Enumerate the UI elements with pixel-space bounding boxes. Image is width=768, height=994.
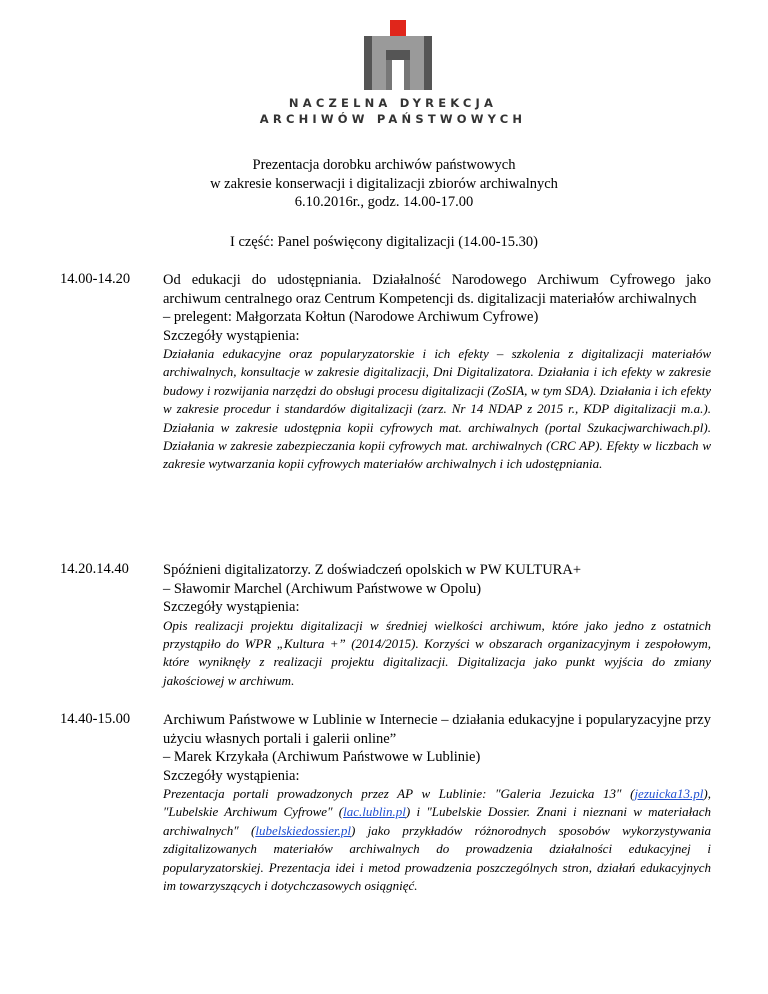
details-label: Szczegóły wystąpienia: <box>163 327 300 344</box>
org-line-1: NACZELNA DYREKCJA <box>288 96 498 110</box>
session-description <box>163 785 711 895</box>
desc-text: Prezentacja portali prowadzonych przez AP w Lublinie: ″Galeria Jezuicka 13″ ( <box>163 786 635 801</box>
title-line-3: 6.10.2016r., godz. 14.00-17.00 <box>294 194 474 210</box>
logo-red-square <box>390 20 406 36</box>
desc-text: ) jako przykładów różnorodnych sposobów wykorzystywania zdigitalizowanych materiałów archiwalnych do prowadzenia działalności edukacyjnej i popularyzatorskiej. Prezentacja idei i metod prowadzenia poszczególnych stron, działań edukacyjnych im towarzyszących i dotychczasowych osiągnięć. <box>163 822 711 894</box>
details-label: Szczegóły wystąpienia: <box>163 599 300 615</box>
session-time: 14.00-14.20 <box>60 271 131 287</box>
session-title: Spóźnieni digitalizatorzy. Z doświadczeń opolskich w PW KULTURA+ <box>163 562 582 578</box>
document-title <box>0 156 768 212</box>
ndap-logo <box>364 20 432 90</box>
part-title: I część: Panel poświęcony digitalizacji (14.00-15.30) <box>229 234 539 250</box>
session-title: Od edukacji do udostępniania. Działalność Narodowego Archiwum Cyfrowego jako archiwum centralnego oraz Centrum Kompetencji ds. digitalizacji materiałów archiwalnych <box>163 272 711 307</box>
title-line-1: Prezentacja dorobku archiwów państwowych <box>252 157 516 173</box>
link-lac-lublin[interactable]: lac.lublin.pl <box>343 804 406 820</box>
session-time: 14.20.14.40 <box>60 561 129 577</box>
session-speaker: – Sławomir Marchel (Archiwum Państwowe w Opolu) <box>163 580 482 597</box>
session-speaker: – prelegent: Małgorzata Kołtun (Narodowe Archiwum Cyfrowe) <box>163 309 539 325</box>
session-description: Opis realizacji projektu digitalizacji w średniej wielkości archiwum, które jako jedno z ostatnich przystąpiło do WPR „Kultura +” (2014/2015). Korzyści w obszarach organizacyjnym i zespołowym, które wyniknęły z realizacji projektu digitalizacji. Digitalizacja jako punkt wyjścia do zmiany jakościowej w archiwum. <box>163 617 711 688</box>
link-lubelskiedossier[interactable]: lubelskiedossier.pl <box>255 822 352 838</box>
org-line-2: ARCHIWÓW PAŃSTWOWYCH <box>259 112 527 126</box>
organization-name <box>0 95 768 127</box>
session-speaker: – Marek Krzykała (Archiwum Państwowe w Lublinie) <box>163 749 481 765</box>
session-title: Archiwum Państwowe w Lublinie w Internecie – działania edukacyjne i popularyzacyjne przy użyciu własnych portali i galerii online” <box>163 712 711 747</box>
title-line-2: w zakresie konserwacji i digitalizacji zbiorów archiwalnych <box>210 175 558 192</box>
link-jezuicka13[interactable]: jezuicka13.pl <box>634 786 704 801</box>
desc-text: ) i ″Lubelskie Dossier. Znani i nieznani w materiałach archiwalnych″ ( <box>163 804 711 838</box>
session-description: Działania edukacyjne oraz popularyzatorskie i ich efekty – szkolenia z digitalizacji materiałów archiwalnych, konsultacje w zakresie digitalizacji, Dni Digitalizatora. Działania i ich efekty w zakresie budowy i rozwijania narzędzi do obsługi procesu digitalizacji (ZoSIA, w tym SDA). Działania i ich efekty w zakresie procedur i standardów digitalizacji (zarz. Nr 14 NDAP z 2015 r., KDP digitalizacji m.a.). Działania w zakresie udostępnia kopii cyfrowych mat. archiwalnych (portal Szukacjwarchiwach.pl). Działania w zakresie zabezpieczania kopii cyfrowych mat. archiwalnych (CRC AP). Efekty w liczbach w zakresie wytwarzania kopii cyfrowych materiałów archiwalnych i ich udostępniania. <box>163 346 711 472</box>
details-label: Szczegóły wystąpienia: <box>163 767 300 784</box>
desc-text: ), ″Lubelskie Archiwum Cyfrowe″ ( <box>163 786 711 820</box>
session-time: 14.40-15.00 <box>60 711 131 727</box>
